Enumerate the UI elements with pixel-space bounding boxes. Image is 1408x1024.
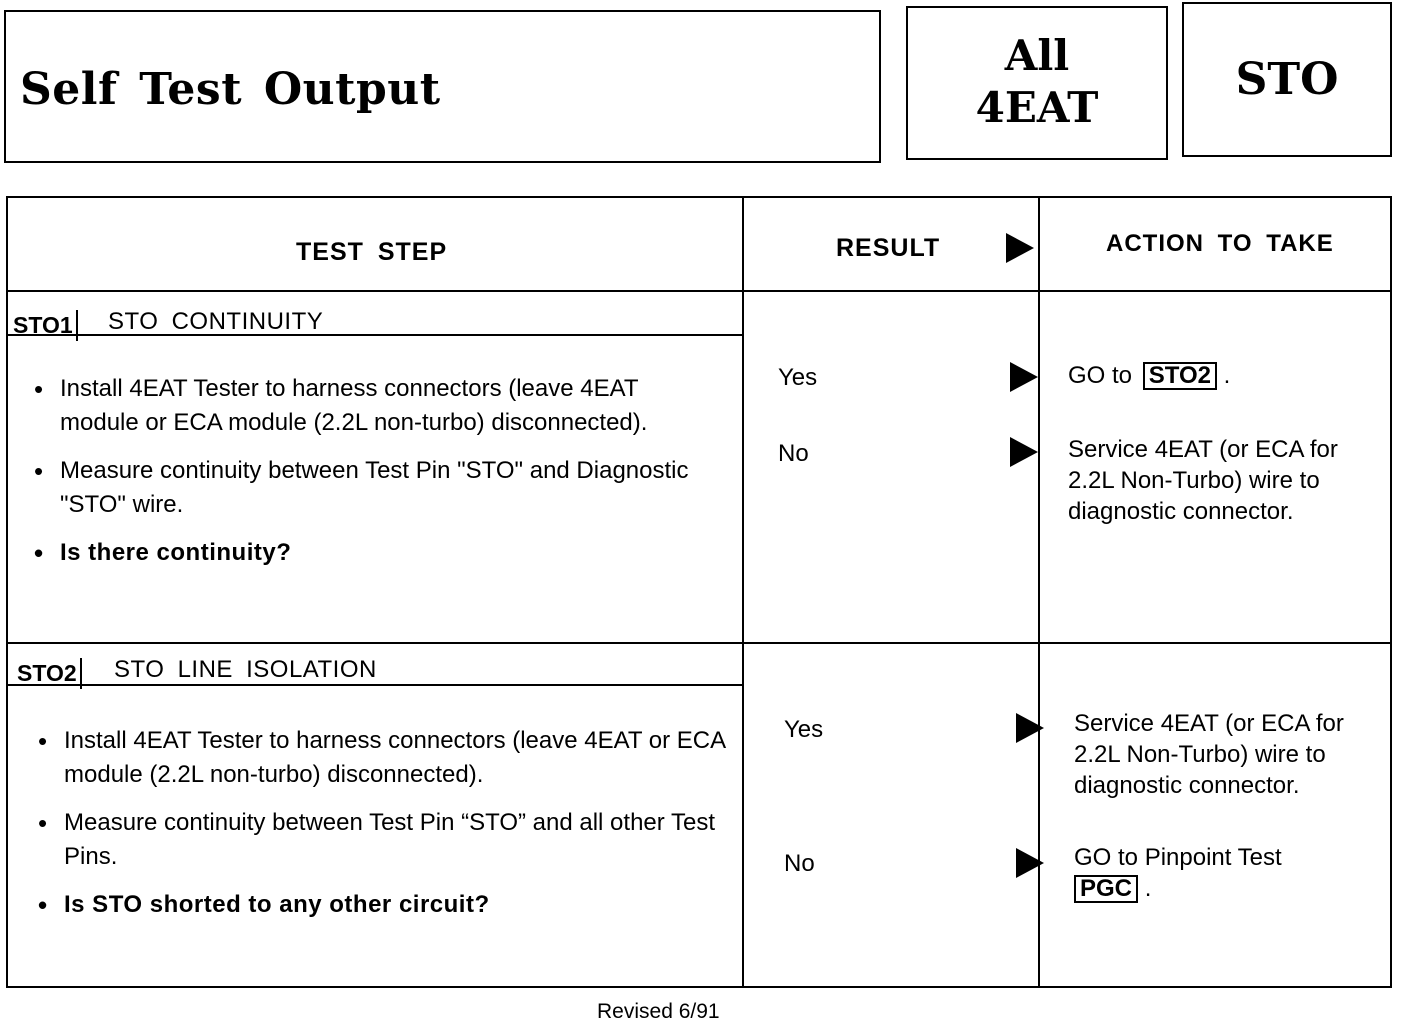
vehicle-line-2: 4EAT <box>975 83 1099 132</box>
header-divider <box>8 290 1392 292</box>
action-text: GO to <box>1068 362 1133 389</box>
page-title: Self Test Output <box>20 64 441 115</box>
step-ref-sto2[interactable]: STO2 <box>1143 362 1217 390</box>
step-bullets-sto1 <box>32 372 722 584</box>
step-code-sto1: STO1 <box>10 310 78 341</box>
test-table <box>6 196 1392 988</box>
list-item: • Measure continuity between Test Pin “STO” and all other Test Pins. <box>36 806 726 874</box>
step-title-sto1: STO CONTINUITY <box>108 308 324 335</box>
step-title-divider <box>8 684 744 686</box>
result-arrow-icon <box>1010 362 1038 392</box>
result-no-sto1: No <box>778 440 809 467</box>
action-sto2-yes: Service 4EAT (or ECA for 2.2L Non-Turbo) wire to diagnostic connector. <box>1074 710 1344 799</box>
step-title-sto2: STO LINE ISOLATION <box>114 656 377 683</box>
vehicle-label <box>908 30 1166 134</box>
action-sto1-yes <box>1068 360 1230 391</box>
section-code: STO <box>1235 54 1339 105</box>
result-arrow-icon <box>1016 713 1044 743</box>
action-suffix: . <box>1223 362 1231 389</box>
result-arrow-icon <box>1016 848 1044 878</box>
result-no-sto2: No <box>784 850 815 877</box>
action-sto1-no: Service 4EAT (or ECA for 2.2L Non-Turbo) wire to diagnostic connector. <box>1068 436 1338 525</box>
list-item: • Is there continuity? <box>32 536 722 570</box>
list-item: • Is STO shorted to any other circuit? <box>36 888 726 922</box>
result-arrow-icon <box>1006 233 1034 263</box>
list-item: • Install 4EAT Tester to harness connectors (leave 4EAT module or ECA module (2.2L non-turbo) disconnected). <box>32 372 722 440</box>
column-divider <box>742 198 744 988</box>
result-yes-sto2: Yes <box>784 716 824 743</box>
section-code-box <box>1182 2 1392 157</box>
step-code-sto2: STO2 <box>14 658 82 689</box>
revision-note: Revised 6/91 <box>597 1000 720 1023</box>
action-sto2-no <box>1074 842 1364 904</box>
result-arrow-icon <box>1010 437 1038 467</box>
header-result: RESULT <box>836 234 941 262</box>
result-yes-sto1: Yes <box>778 364 818 391</box>
step-title-divider <box>8 334 744 336</box>
action-suffix: . <box>1144 875 1152 902</box>
step-bullets-sto2 <box>36 724 726 936</box>
header-test-step: TEST STEP <box>296 238 448 266</box>
vehicle-line-1: All <box>1004 31 1070 80</box>
list-item: • Measure continuity between Test Pin "STO" and Diagnostic "STO" wire. <box>32 454 722 522</box>
title-box <box>4 10 881 163</box>
vehicle-box <box>906 6 1168 160</box>
list-item: • Install 4EAT Tester to harness connectors (leave 4EAT or ECA module (2.2L non-turbo) disconnected). <box>36 724 726 792</box>
action-text: GO to Pinpoint Test <box>1074 844 1282 871</box>
header-action: ACTION TO TAKE <box>1106 230 1334 257</box>
step-ref-pgc[interactable]: PGC <box>1074 875 1138 903</box>
row-divider <box>8 642 1392 644</box>
